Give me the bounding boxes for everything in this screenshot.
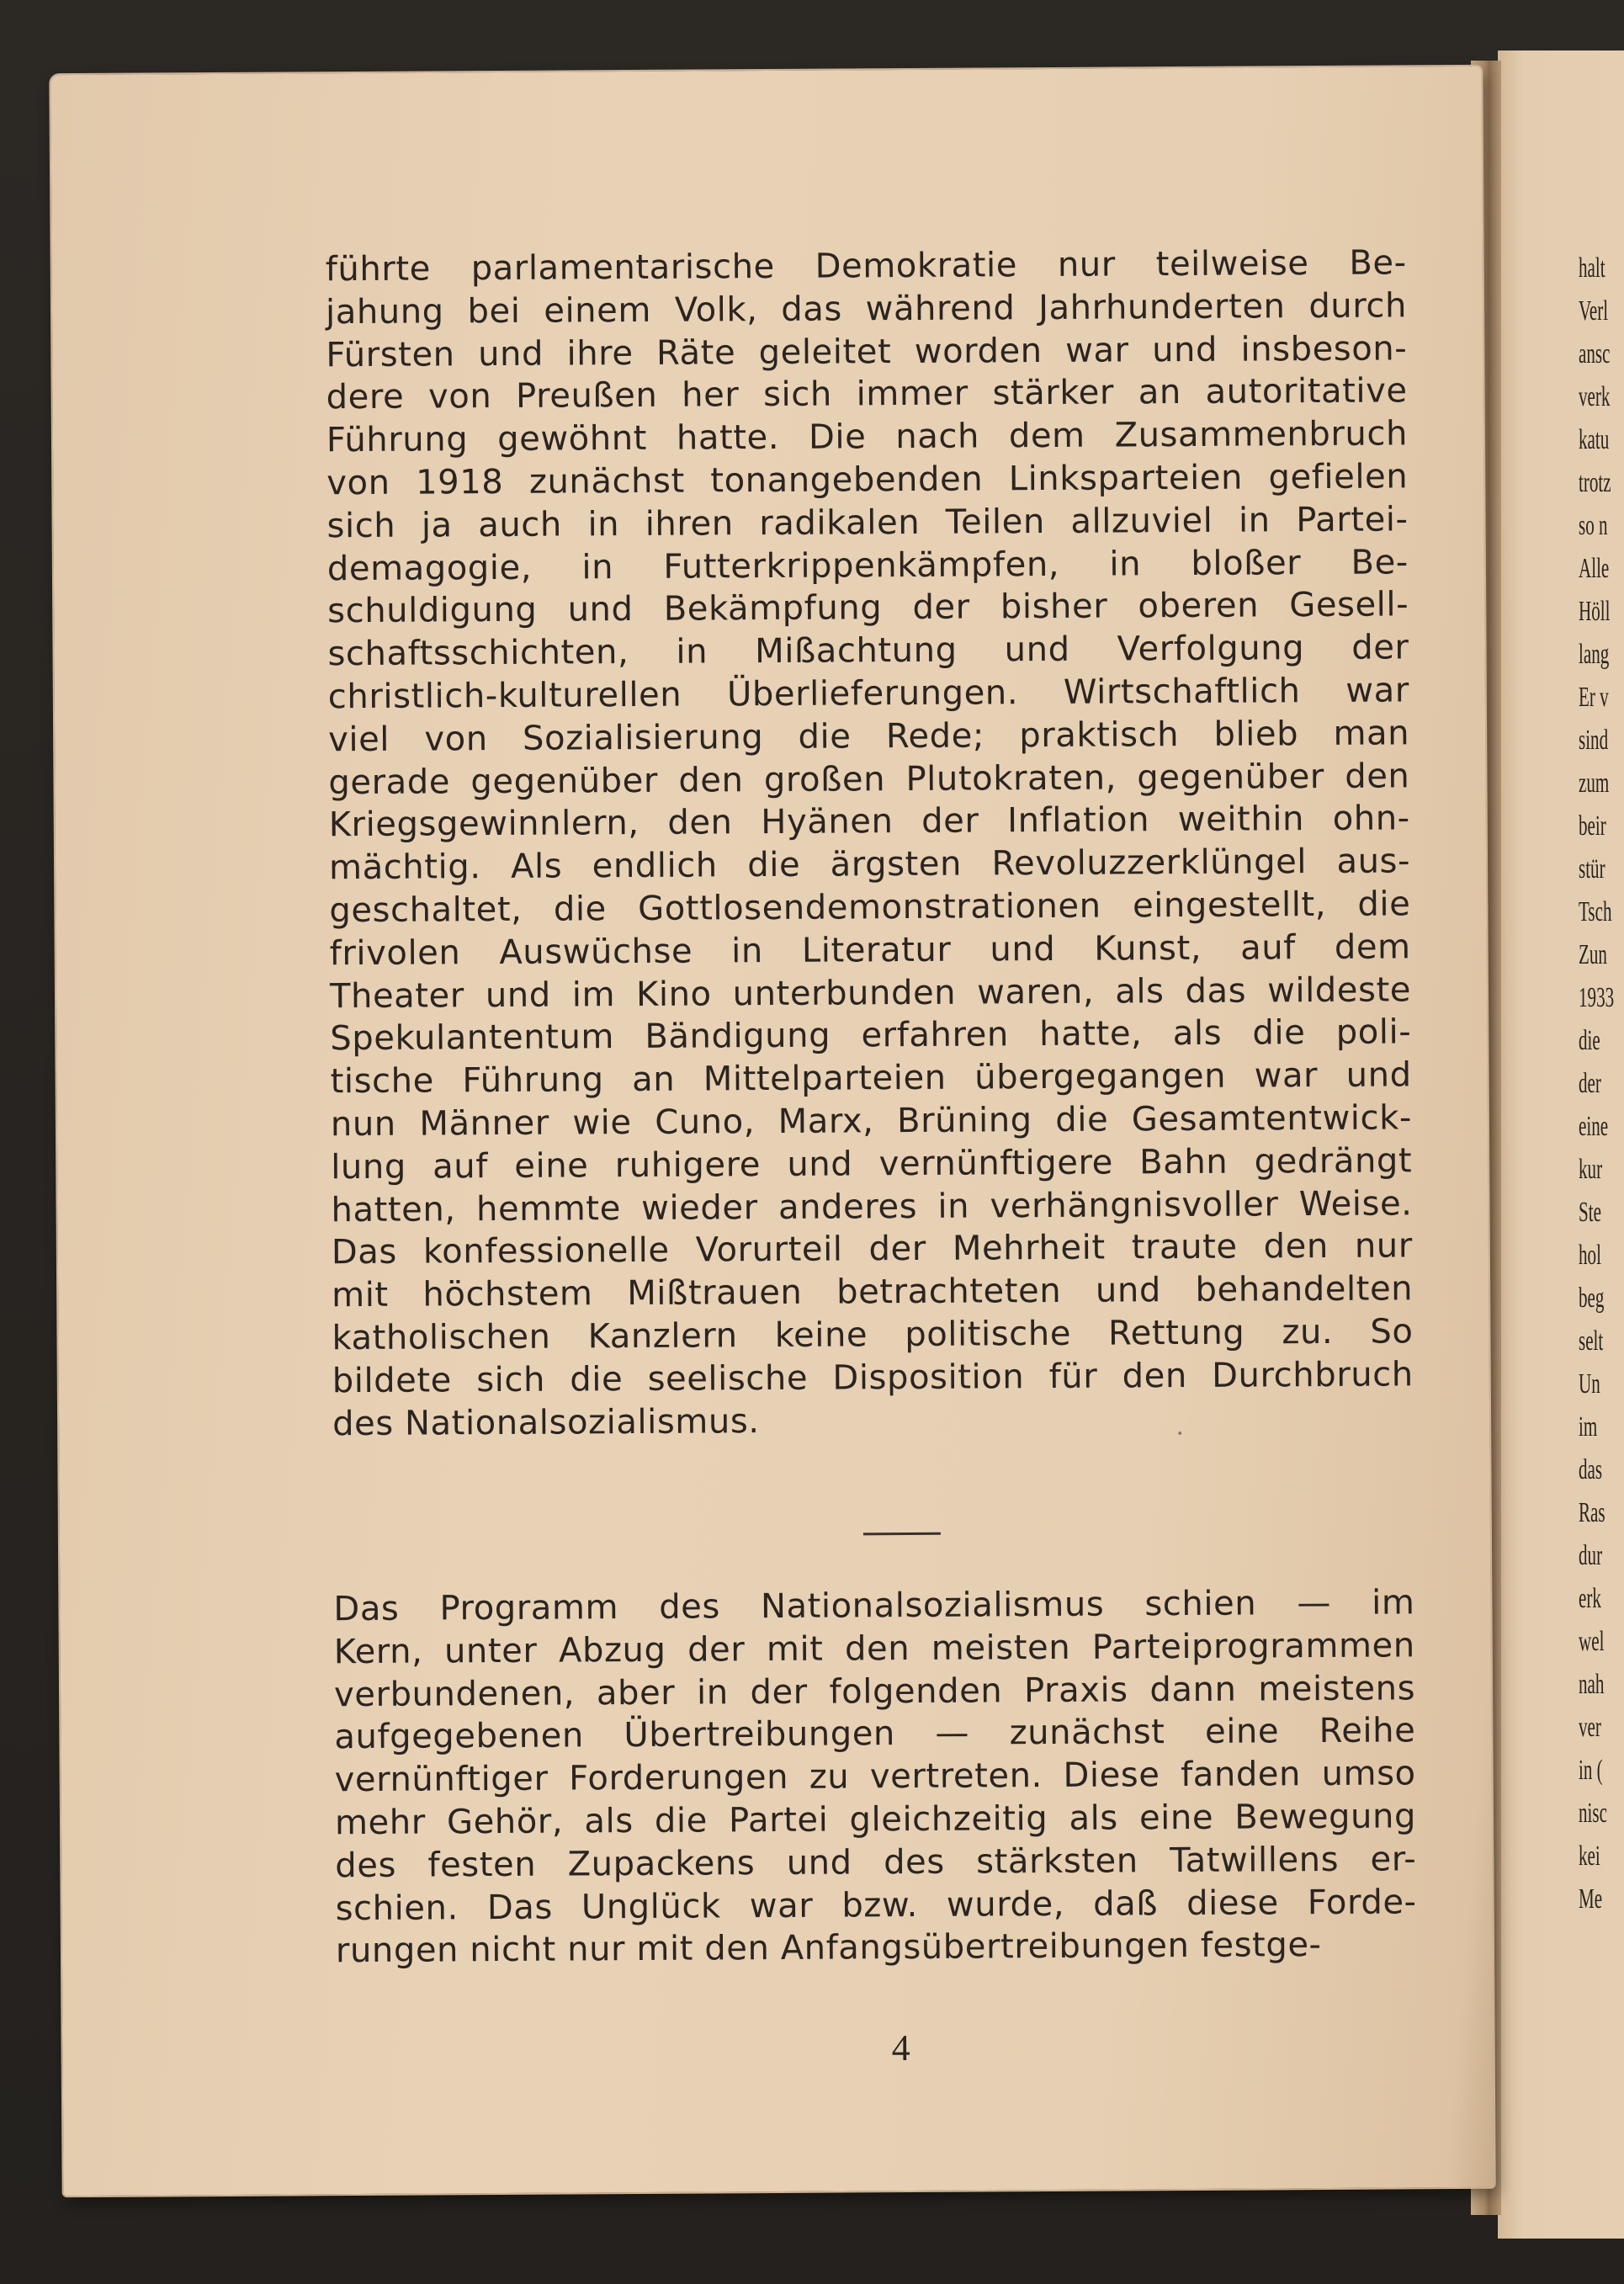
right-page-line-fragment: zum [1579, 768, 1610, 799]
section-divider [863, 1532, 941, 1536]
right-page-line-fragment: hol [1579, 1240, 1601, 1271]
left-page [50, 66, 1494, 2196]
text-line: mehr Gehör, als die Partei gleichzeitig als eine Bewegung [334, 1797, 1417, 1843]
text-line: des festen Zupackens und des stärksten Tatwillens er- [335, 1840, 1417, 1885]
right-page-line-fragment: katu [1579, 424, 1610, 455]
text-line: christlich-kulturellen Überlieferungen. Wirtschaftlich war [327, 671, 1409, 717]
text-line: demagogie, in Futterkrippenkämpfen, in bloßer Be- [326, 542, 1409, 588]
text-line: jahung bei einem Volk, das während Jahrhunderten durch [325, 286, 1408, 332]
text-line: geschaltet, die Gottlosendemonstrationen eingestellt, die [329, 884, 1411, 931]
right-page-line-fragment: das [1579, 1454, 1603, 1485]
right-page [1498, 50, 1624, 2239]
right-page-line-fragment: ansc [1579, 338, 1611, 369]
text-line: Das konfessionelle Vorurteil der Mehrheit traute den nur [331, 1226, 1413, 1272]
text-line: tische Führung an Mittelparteien übergegangen war und [330, 1055, 1412, 1102]
right-page-line-fragment: Me [1579, 1883, 1603, 1915]
right-page-line-fragment: so n [1579, 510, 1608, 541]
text-line: dere von Preußen her sich immer stärker an autoritative [326, 371, 1408, 417]
right-page-line-fragment: Er v [1579, 682, 1609, 713]
right-page-line-fragment: nisc [1579, 1798, 1607, 1829]
right-page-line-fragment: beir [1579, 810, 1606, 842]
text-line: führte parlamentarische Demokratie nur teilweise Be- [325, 243, 1407, 289]
text-line: vernünftiger Forderungen zu vertreten. Diese fanden umso [334, 1754, 1416, 1800]
right-page-line-fragment: lang [1579, 639, 1610, 670]
text-line: des Nationalsozialismus. [332, 1401, 760, 1443]
text-line: schuldigung und Bekämpfung der bisher oberen Gesell- [327, 585, 1409, 631]
right-page-line-fragment: dur [1579, 1540, 1603, 1571]
right-page-line-fragment: im [1579, 1411, 1598, 1442]
right-page-line-fragment: kur [1579, 1154, 1603, 1185]
paper-speck [1178, 1431, 1181, 1435]
right-page-line-fragment: selt [1579, 1325, 1604, 1357]
right-page-line-fragment: Verl [1579, 295, 1609, 327]
text-line: hatten, hemmte wieder anderes in verhängnisvoller Weise. [331, 1183, 1413, 1230]
text-line: verbundenen, aber in der folgenden Praxis dann meistens [333, 1668, 1416, 1714]
text-line: schaftsschichten, in Mißachtung und Verfolgung der [327, 628, 1409, 674]
text-line: Kriegsgewinnlern, den Hyänen der Inflation weithin ohn- [328, 799, 1410, 845]
right-page-line-fragment: Un [1579, 1368, 1600, 1400]
text-line: mächtig. Als endlich die ärgsten Revoluzzerklüngel aus- [328, 842, 1411, 888]
text-line: gerade gegenüber den großen Plutokraten, gegenüber den [328, 756, 1410, 802]
text-line: Führung gewöhnt hatte. Die nach dem Zusammenbruch [326, 414, 1409, 460]
text-line: frivolen Auswüchse in Literatur und Kunst, auf dem [329, 927, 1411, 973]
paragraph-2 [333, 1581, 1417, 1973]
right-page-line-fragment: stür [1579, 853, 1605, 884]
page-number: 4 [891, 2027, 910, 2069]
text-line: Das Programm des Nationalsozialismus schien — im [333, 1583, 1415, 1629]
right-page-line-fragment: 1933 [1579, 982, 1615, 1013]
text-line: rungen nicht nur mit den Anfangsübertreibungen festge- [335, 1925, 1322, 1971]
right-page-line-fragment: eine [1579, 1111, 1609, 1142]
text-line: Fürsten und ihre Räte geleitet worden war und insbeson- [326, 328, 1408, 374]
text-line: aufgegebenen Übertreibungen — zunächst eine Reihe [334, 1711, 1416, 1757]
text-line: nun Männer wie Cuno, Marx, Brüning die Gesamtentwick- [330, 1098, 1413, 1145]
text-line: schien. Das Unglück war bzw. wurde, daß diese Forde- [335, 1882, 1417, 1928]
right-page-line-fragment: trotz [1579, 467, 1611, 498]
right-page-line-fragment: Ras [1579, 1497, 1605, 1528]
paragraph-1 [326, 242, 1414, 1445]
right-page-line-fragment: in ( [1579, 1755, 1603, 1786]
right-page-line-fragment: halt [1579, 252, 1605, 284]
text-line: sich ja auch in ihren radikalen Teilen allzuviel in Partei- [326, 500, 1409, 546]
right-page-line-fragment: Alle [1579, 553, 1610, 584]
right-page-line-fragment: wel [1579, 1626, 1605, 1657]
right-page-line-fragment: Ste [1579, 1197, 1601, 1228]
text-line: bildete sich die seelische Disposition für den Durchbruch [332, 1355, 1414, 1400]
right-page-line-fragment: Zun [1579, 939, 1607, 970]
text-line: mit höchstem Mißtrauen betrachteten und behandelten [332, 1269, 1414, 1315]
text-line: Spekulantentum Bändigung erfahren hatte, als die poli- [330, 1012, 1412, 1059]
text-line: Theater und im Kino unterbunden waren, als das wildeste [329, 969, 1412, 1016]
right-page-line-fragment: sind [1579, 725, 1609, 756]
right-page-line-fragment: ver [1579, 1712, 1601, 1743]
right-page-line-fragment: nah [1579, 1669, 1605, 1700]
right-page-line-fragment: beg [1579, 1283, 1605, 1314]
right-page-line-fragment: verk [1579, 381, 1611, 412]
right-page-line-fragment: Höll [1579, 596, 1611, 627]
right-page-line-fragment: erk [1579, 1583, 1601, 1614]
text-line: lung auf eine ruhigere und vernünftigere Bahn gedrängt [331, 1141, 1413, 1187]
right-page-line-fragment: kei [1579, 1840, 1600, 1872]
text-line: von 1918 zunächst tonangebenden Linksparteien gefielen [326, 457, 1409, 503]
text-line: viel von Sozialisierung die Rede; praktisch blieb man [328, 714, 1410, 759]
text-line: katholischen Kanzlern keine politische Rettung zu. So [332, 1312, 1414, 1358]
right-page-line-fragment: der [1579, 1068, 1601, 1099]
right-page-line-fragment: die [1579, 1025, 1600, 1056]
right-page-line-fragment: Tsch [1579, 896, 1612, 927]
text-line: Kern, unter Abzug der mit den meisten Parteiprogrammen [333, 1626, 1415, 1671]
